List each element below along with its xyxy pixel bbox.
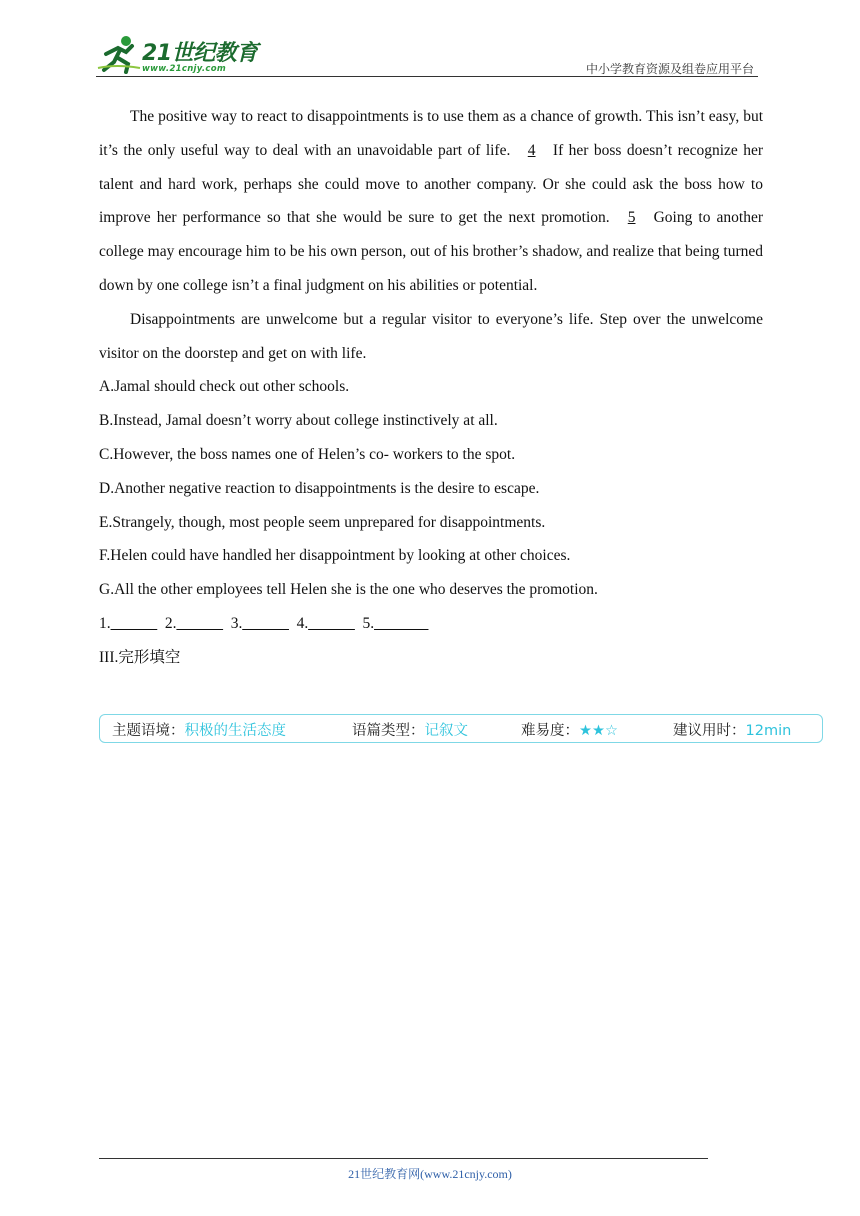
answer-2-label: 2. — [164, 614, 177, 632]
logo-url: www.21cnjy.com — [142, 64, 226, 74]
footer-divider — [99, 1158, 708, 1159]
section-title: III.完形填空 — [99, 648, 181, 666]
option-c: C.However, the boss names one of Helen’s co‐ workers to the spot. — [99, 445, 516, 463]
answer-5-blank[interactable]: _______ — [374, 614, 429, 632]
time-label: 建议用时： — [673, 723, 746, 739]
answer-3-blank[interactable]: ______ — [242, 614, 289, 632]
option-a: A.Jamal should check out other schools. — [99, 378, 350, 396]
answer-4-label: 4. — [296, 614, 309, 632]
option-b: B.Instead, Jamal doesn’t worry about college instinctively at all. — [99, 412, 498, 430]
answer-5-label: 5. — [362, 614, 375, 632]
paragraph-1-part-3: Going to another college may encourage him to be his own person, out of his brother’s shadow, and realize that being turned down by one college isn’t a final judgment on his abilities or potential. — [99, 209, 764, 294]
topic-info — [112, 719, 286, 740]
document-body — [99, 100, 763, 675]
blank-5: 5 — [627, 209, 636, 227]
site-logo[interactable] — [96, 34, 266, 78]
option-d: D.Another negative reaction to disappointments is the desire to escape. — [99, 479, 540, 497]
answer-3-label: 3. — [230, 614, 243, 632]
genre-info — [352, 719, 468, 740]
answer-4-blank[interactable]: ______ — [308, 614, 355, 632]
topic-value: 积极的生活态度 — [184, 723, 286, 739]
time-info — [673, 719, 791, 740]
logo-text: 21世纪教育 — [142, 41, 258, 66]
genre-label: 语篇类型： — [352, 723, 425, 739]
genre-value: 记叙文 — [424, 723, 468, 739]
answer-2-blank[interactable]: ______ — [176, 614, 223, 632]
answer-1-label: 1. — [99, 614, 111, 632]
blank-4: 4 — [527, 141, 536, 159]
paragraph-1 — [99, 100, 763, 303]
time-value: 12min — [745, 723, 792, 739]
footer-link[interactable]: 21世纪教育网(www.21cnjy.com) — [348, 1167, 512, 1181]
answer-blanks — [99, 607, 763, 641]
page-header — [96, 30, 758, 78]
option-g: G.All the other employees tell Helen she is the one who deserves the promotion. — [99, 581, 598, 599]
option-f: F.Helen could have handled her disappointment by looking at other choices. — [99, 547, 571, 565]
paragraph-1-part-2: If her boss doesn’t recognize her talent and hard work, perhaps she could move to another company. Or she could ask the boss how to improve her performance so that she would be sure to get the next promotion. — [99, 141, 764, 227]
runner-logo-icon — [96, 34, 142, 74]
paragraph-2: Disappointments are unwelcome but a regular visitor to everyone’s life. Step over the unwelcome visitor on the doorstep and get on with life. — [99, 310, 763, 362]
difficulty-label: 难易度： — [521, 723, 579, 739]
platform-title: 中小学教育资源及组卷应用平台 — [585, 62, 754, 76]
header-divider — [96, 76, 758, 77]
difficulty-stars: ★★☆ — [579, 723, 618, 739]
task-info-box — [99, 714, 823, 743]
answer-1-blank[interactable]: ______ — [110, 614, 158, 632]
difficulty-info — [521, 719, 618, 740]
option-e: E.Strangely, though, most people seem unprepared for disappointments. — [99, 513, 546, 531]
paragraph-1-part-1: The positive way to react to disappointments is to use them as a chance of growth. This isn’t easy, but it’s the only useful way to deal with an unavoidable part of life. — [99, 108, 763, 159]
topic-label: 主题语境： — [112, 723, 185, 739]
